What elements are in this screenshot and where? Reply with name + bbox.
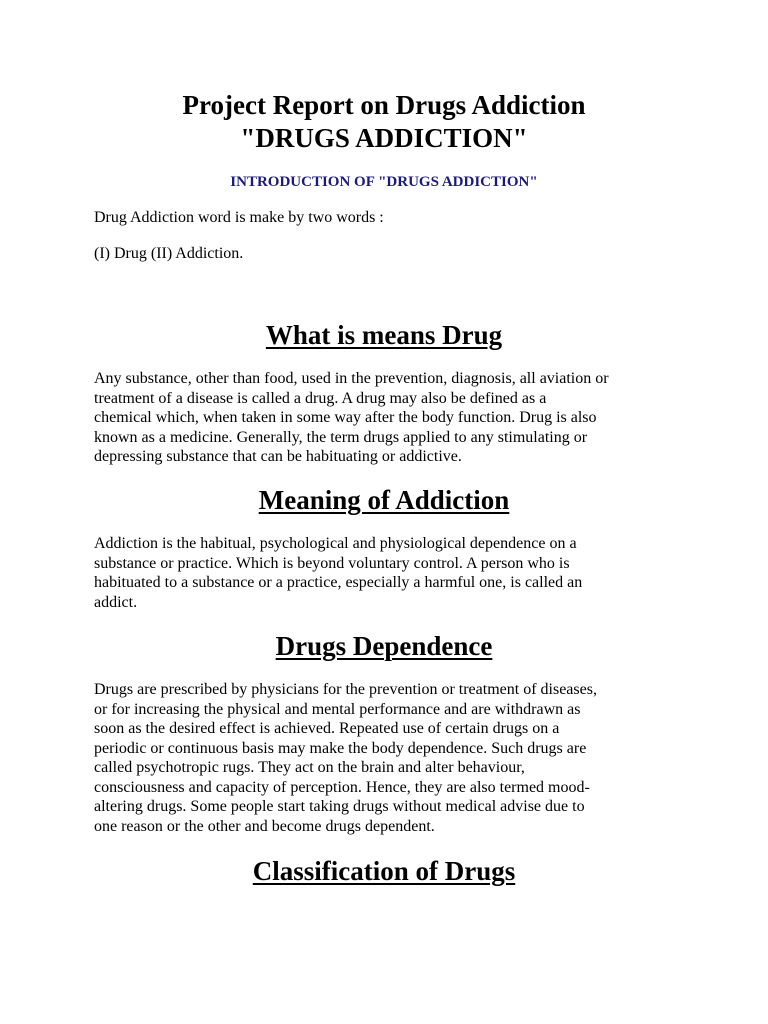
section-body-drug: Any substance, other than food, used in the prevention, diagnosis, all aviation or treatment of a disease is called a drug. A drug may also be defined as a chemical which, when taken in some way after the body function. Drug is also known as a medicine. Generally, the term drugs applied to any stimulating or depressing substance that can be habituating or addictive. xyxy=(94,370,609,465)
intro-words-list: (I) Drug (II) Addiction. xyxy=(94,245,244,262)
introduction-heading: INTRODUCTION OF "DRUGS ADDICTION" xyxy=(230,174,538,190)
section-body-dependence: Drugs are prescribed by physicians for the prevention or treatment of diseases, or for increasing the physical and mental performance and are withdrawn as soon as the desired effect is achieved. Repeated use of certain drugs on a periodic or continuous basis may make the body dependence. Such drugs are called psychotropic rugs. They act on the brain and alter behaviour, consciousness and capacity of perception. Hence, they are also termed mood- altering drugs. Some people start taking drugs without medical advise due to one reason or the other and become drugs dependent. xyxy=(94,681,597,835)
section-heading-classification: Classification of Drugs xyxy=(252,856,516,886)
section-heading-drug: What is means Drug xyxy=(265,320,503,350)
intro-paragraph: Drug Addiction word is make by two words : xyxy=(94,209,384,226)
section-heading-addiction: Meaning of Addiction xyxy=(258,485,510,515)
document-subtitle: "DRUGS ADDICTION" xyxy=(240,123,528,153)
section-body-addiction: Addiction is the habitual, psychological and physiological dependence on a substance or practice. Which is beyond voluntary control. A person who is habituated to a substance or a practice, especially a harmful one, is called an addict. xyxy=(94,535,583,611)
section-heading-dependence: Drugs Dependence xyxy=(275,631,493,661)
document-title: Project Report on Drugs Addiction xyxy=(182,90,586,120)
